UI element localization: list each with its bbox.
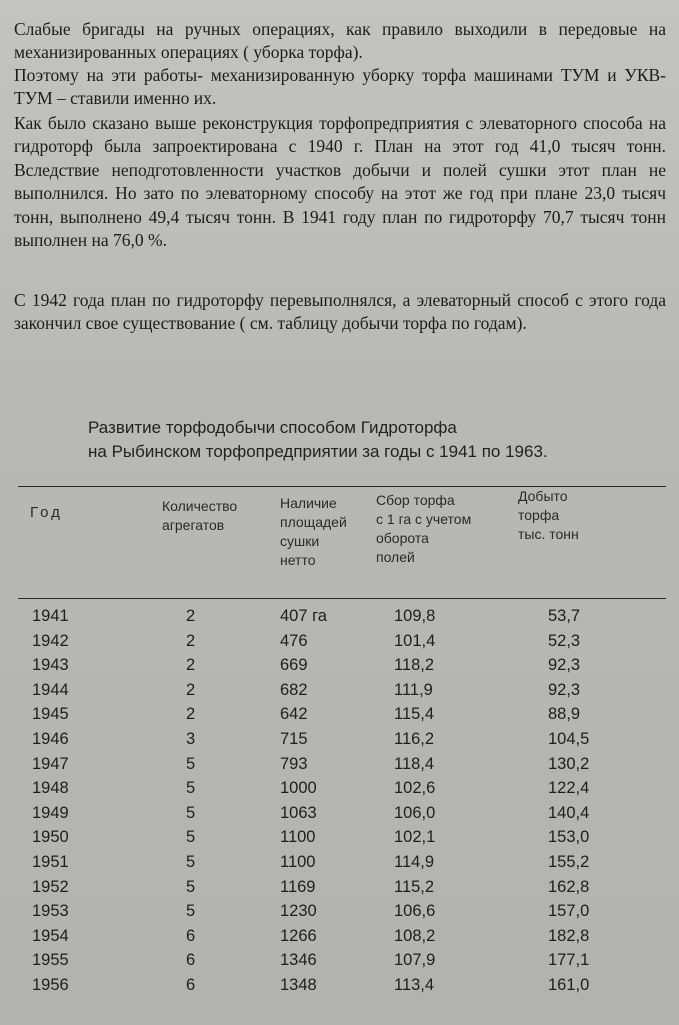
cell-units: 5 bbox=[186, 754, 196, 773]
cell-yield: 102,1 bbox=[394, 828, 436, 847]
cell-output: 122,4 bbox=[548, 779, 590, 798]
cell-units: 2 bbox=[186, 680, 196, 699]
header-output-line: торфа bbox=[518, 507, 560, 523]
paragraph-tum-machines: Поэтому на эти работы- механизированную уборку торфа машинами ТУМ и УКВ- ТУМ – ставили именно их. bbox=[14, 65, 666, 109]
cell-area: 407 га bbox=[280, 607, 327, 625]
cell-year: 1942 bbox=[32, 631, 69, 650]
cell-year: 1954 bbox=[32, 926, 69, 945]
cell-output: 177,1 bbox=[548, 951, 590, 970]
cell-yield: 108,2 bbox=[394, 926, 436, 945]
table-caption-line2: на Рыбинском торфопредприятии за годы с 1941 по 1963. bbox=[88, 442, 548, 461]
cell-area: 793 bbox=[280, 754, 308, 773]
table-row bbox=[0, 974, 679, 999]
cell-area: 1230 bbox=[280, 902, 317, 921]
cell-year: 1951 bbox=[32, 852, 69, 871]
cell-output: 157,0 bbox=[548, 902, 590, 921]
header-output-line: тыс. тонн bbox=[518, 526, 579, 542]
cell-year: 1943 bbox=[32, 656, 69, 675]
cell-year: 1941 bbox=[32, 607, 69, 625]
cell-units: 2 bbox=[186, 656, 196, 675]
cell-yield: 115,4 bbox=[394, 705, 435, 724]
table-row bbox=[0, 925, 679, 950]
header-yield-line: оборота bbox=[376, 530, 429, 546]
table-body bbox=[0, 605, 679, 999]
cell-units: 3 bbox=[186, 729, 196, 748]
table-header-rule bbox=[18, 598, 666, 599]
cell-year: 1946 bbox=[32, 729, 69, 748]
cell-area: 642 bbox=[280, 705, 308, 724]
paragraph-reconstruction: Как было сказано выше реконструкция торфопредприятия с элеваторного способа на гидроторф была запроектирована с 1940 г. План на этот год 41,0 тысяч тонн. Вследствие неподготовленности участков добычи и полей сушки этот план не выполнился. Но зато по элеваторному способу на этот же год при плане 23,0 тысяч тонн, выполнено 49,4 тысяч тонн. В 1941 году план по гидроторфу 70,7 тысяч тонн выполнен на 76,0 %. bbox=[14, 113, 666, 251]
cell-yield: 106,0 bbox=[394, 803, 436, 822]
cell-yield: 101,4 bbox=[394, 631, 436, 650]
header-area-line: Наличие bbox=[280, 495, 337, 511]
cell-yield: 118,4 bbox=[394, 754, 435, 773]
table-caption-line1: Развитие торфодобычи способом Гидроторфа bbox=[88, 418, 457, 437]
cell-units: 5 bbox=[186, 852, 196, 871]
cell-units: 5 bbox=[186, 803, 196, 822]
table-row bbox=[0, 876, 679, 901]
cell-output: 153,0 bbox=[548, 828, 590, 847]
table-row bbox=[0, 777, 679, 802]
header-output-line: Добыто bbox=[518, 488, 568, 504]
cell-output: 161,0 bbox=[548, 975, 590, 994]
cell-output: 92,3 bbox=[548, 656, 581, 675]
cell-area: 1348 bbox=[280, 975, 317, 994]
table-row bbox=[0, 900, 679, 925]
header-yield-line: с 1 га с учетом bbox=[376, 511, 472, 527]
cell-area: 682 bbox=[280, 680, 308, 699]
cell-output: 88,9 bbox=[548, 705, 581, 724]
cell-area: 1346 bbox=[280, 951, 317, 970]
cell-year: 1953 bbox=[32, 902, 69, 921]
paragraph-plan-1942: С 1942 года план по гидроторфу перевыполнялся, а элеваторный способ с этого года закончил свое существование ( см. таблицу добычи торфа по годам). bbox=[14, 290, 666, 334]
cell-output: 53,7 bbox=[548, 607, 581, 625]
table-row bbox=[0, 605, 679, 630]
cell-yield: 102,6 bbox=[394, 779, 436, 798]
cell-output: 130,2 bbox=[548, 754, 590, 773]
header-yield bbox=[376, 491, 471, 567]
table-row bbox=[0, 802, 679, 827]
cell-yield: 115,2 bbox=[394, 877, 435, 896]
cell-year: 1955 bbox=[32, 951, 69, 970]
header-area-line: сушки bbox=[280, 533, 320, 549]
cell-year: 1950 bbox=[32, 828, 69, 847]
cell-output: 52,3 bbox=[548, 631, 581, 650]
table-row bbox=[0, 826, 679, 851]
header-yield-line: Сбор торфа bbox=[376, 492, 455, 508]
cell-area: 1100 bbox=[280, 852, 316, 871]
table-row bbox=[0, 654, 679, 679]
cell-area: 669 bbox=[280, 656, 308, 675]
cell-yield: 111,9 bbox=[394, 680, 433, 699]
header-area-line: нетто bbox=[280, 552, 316, 568]
cell-output: 104,5 bbox=[548, 729, 590, 748]
cell-area: 1169 bbox=[280, 877, 316, 896]
table-row bbox=[0, 630, 679, 655]
cell-units: 5 bbox=[186, 828, 196, 847]
cell-output: 162,8 bbox=[548, 877, 590, 896]
cell-units: 2 bbox=[186, 631, 196, 650]
header-yield-line: полей bbox=[376, 549, 415, 565]
cell-yield: 116,2 bbox=[394, 729, 435, 748]
cell-output: 92,3 bbox=[548, 680, 581, 699]
table-row bbox=[0, 753, 679, 778]
table-row bbox=[0, 679, 679, 704]
cell-year: 1949 bbox=[32, 803, 69, 822]
cell-yield: 113,4 bbox=[394, 975, 435, 994]
cell-output: 140,4 bbox=[548, 803, 590, 822]
cell-area: 476 bbox=[280, 631, 308, 650]
table-row bbox=[0, 728, 679, 753]
cell-units: 5 bbox=[186, 877, 196, 896]
cell-year: 1947 bbox=[32, 754, 69, 773]
cell-year: 1956 bbox=[32, 975, 69, 994]
header-year: Год bbox=[30, 504, 63, 521]
cell-area: 1000 bbox=[280, 779, 317, 798]
cell-yield: 109,8 bbox=[394, 607, 436, 625]
table-row bbox=[0, 703, 679, 728]
cell-yield: 106,6 bbox=[394, 902, 436, 921]
header-area bbox=[280, 494, 347, 570]
cell-year: 1945 bbox=[32, 705, 69, 724]
header-area-line: площадей bbox=[280, 514, 347, 530]
cell-yield: 114,9 bbox=[394, 852, 435, 871]
cell-year: 1948 bbox=[32, 779, 69, 798]
cell-units: 6 bbox=[186, 951, 196, 970]
cell-units: 5 bbox=[186, 902, 196, 921]
cell-units: 2 bbox=[186, 705, 196, 724]
cell-yield: 107,9 bbox=[394, 951, 436, 970]
header-units-line: агрегатов bbox=[162, 517, 225, 533]
header-units-line: Количество bbox=[162, 498, 238, 514]
cell-output: 155,2 bbox=[548, 852, 590, 871]
cell-area: 715 bbox=[280, 729, 308, 748]
table-row bbox=[0, 851, 679, 876]
table-row bbox=[0, 949, 679, 974]
cell-units: 5 bbox=[186, 779, 196, 798]
cell-year: 1952 bbox=[32, 877, 69, 896]
cell-units: 2 bbox=[186, 607, 196, 625]
cell-area: 1063 bbox=[280, 803, 317, 822]
cell-units: 6 bbox=[186, 975, 196, 994]
cell-yield: 118,2 bbox=[394, 656, 435, 675]
header-output bbox=[518, 487, 579, 544]
cell-year: 1944 bbox=[32, 680, 69, 699]
paragraph-brigades: Слабые бригады на ручных операциях, как правило выходили в передовые на механизированных операциях ( уборка торфа). bbox=[14, 19, 666, 63]
cell-area: 1100 bbox=[280, 828, 316, 847]
header-units bbox=[162, 497, 237, 535]
cell-units: 6 bbox=[186, 926, 196, 945]
cell-output: 182,8 bbox=[548, 926, 590, 945]
cell-area: 1266 bbox=[280, 926, 317, 945]
